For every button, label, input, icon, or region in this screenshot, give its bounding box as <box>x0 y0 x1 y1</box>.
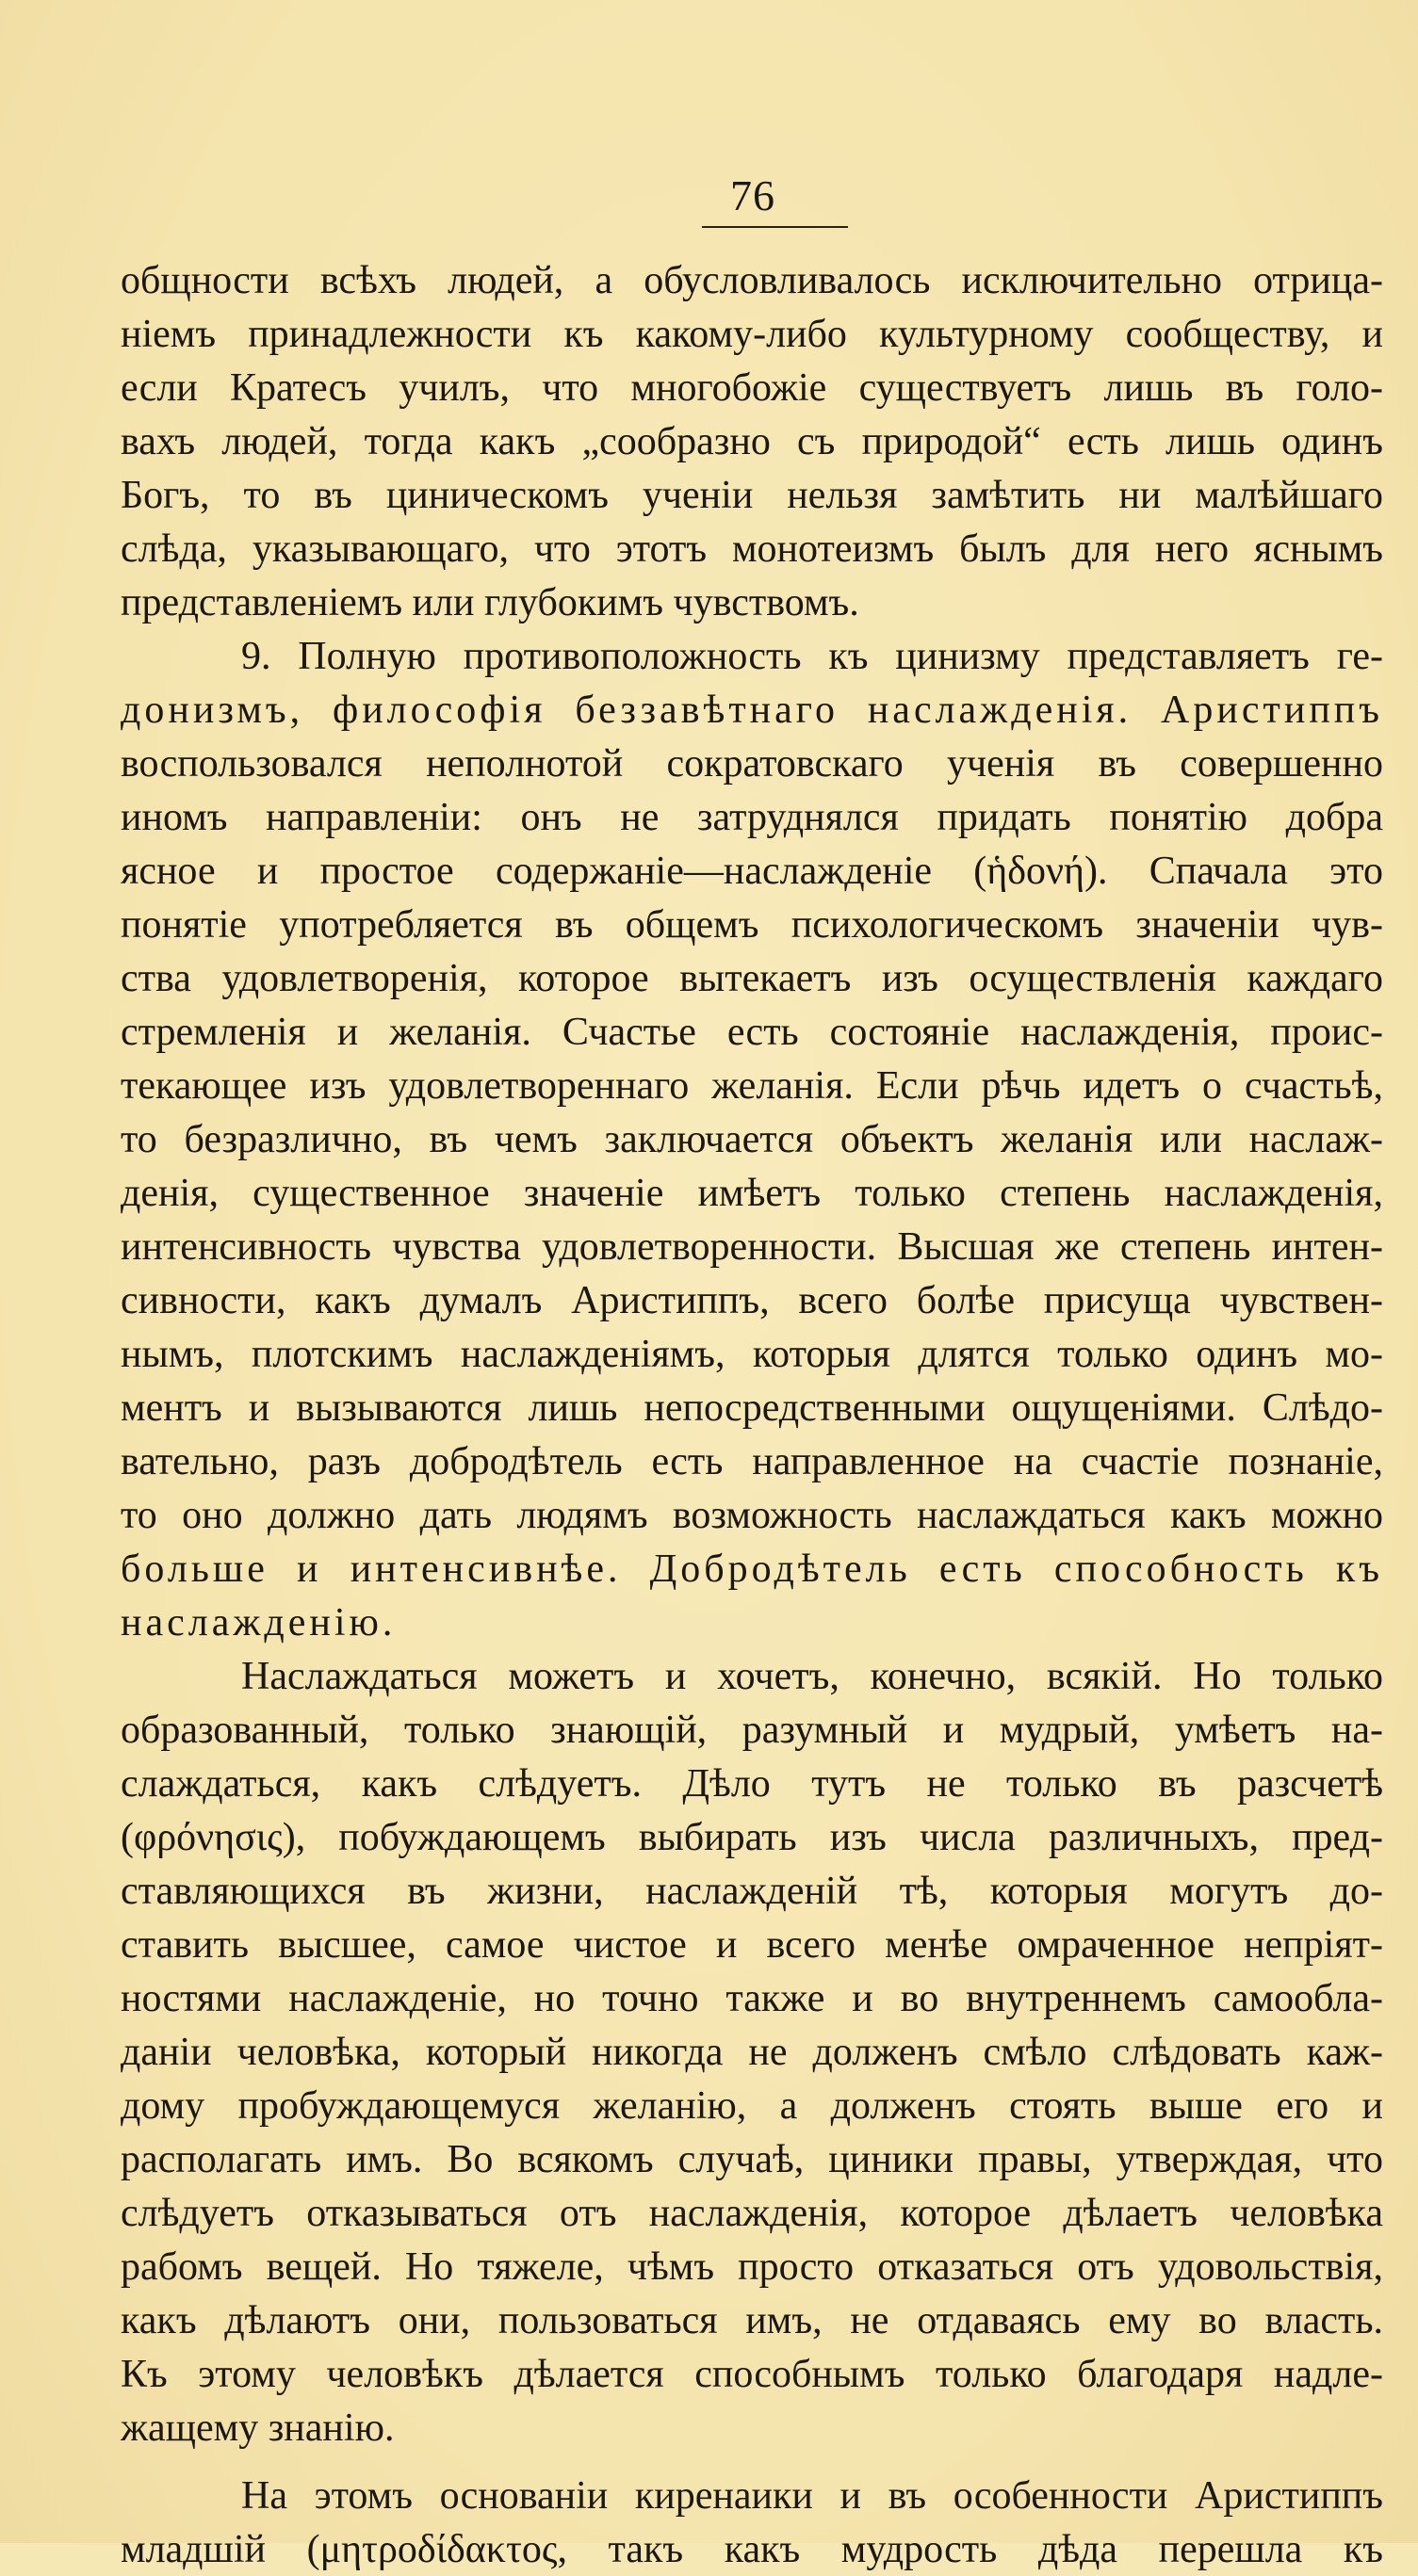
text-line: образованный, только знающій, разумный и мудрый, умѣетъ на- <box>121 1709 1383 1752</box>
page-number: 76 <box>730 171 775 219</box>
text-line: ніемъ принадлежности къ какому-либо культурному сообществу, и <box>121 313 1383 356</box>
text-line: сивности, какъ думалъ Аристиппъ, всего болѣе присуща чувствен- <box>121 1279 1383 1322</box>
text-line: ставить высшее, самое чистое и всего менѣе омраченное непріят- <box>121 1923 1383 1967</box>
text-line: наслажденію. <box>121 1601 397 1644</box>
text-line: текающее изъ удовлетвореннаго желанія. Если рѣчь идетъ о счастьѣ, <box>121 1064 1383 1108</box>
text-line: (φρόνησις), побуждающемъ выбирать изъ числа различныхъ, пред- <box>121 1816 1383 1859</box>
text-line: Къ этому человѣкъ дѣлается способнымъ только благодаря надле- <box>121 2353 1383 2396</box>
text-line: располагать имъ. Во всякомъ случаѣ, циники правы, утверждая, что <box>121 2138 1383 2181</box>
text-line: слѣда, указывающаго, что этотъ монотеизмъ былъ для него яснымъ <box>121 527 1383 571</box>
header-rule <box>702 226 848 228</box>
text-line: ства удовлетворенія, которое вытекаетъ изъ осуществленія каждаго <box>121 957 1383 1000</box>
text-line: нымъ, плотскимъ наслажденіямъ, которыя длятся только одинъ мо- <box>121 1333 1383 1376</box>
text-line: ментъ и вызываются лишь непосредственными ощущеніями. Слѣдо- <box>121 1386 1383 1430</box>
text-line: младшій (μητροδίδακτος, такъ какъ мудрость дѣда перешла къ <box>121 2528 1383 2571</box>
text-line: даніи человѣка, который никогда не долженъ смѣло слѣдовать каж- <box>121 2031 1383 2074</box>
text-line: больше и интенсивнѣе. Добродѣтель есть способность къ <box>121 1547 1383 1591</box>
text-line: то безразлично, въ чемъ заключается объектъ желанія или наслаж- <box>121 1118 1383 1161</box>
text-line: рабомъ вещей. Но тяжеле, чѣмъ просто отказаться отъ удовольствія, <box>121 2245 1383 2289</box>
text-line: Богъ, то въ циническомъ ученіи нельзя замѣтить ни малѣйшаго <box>121 474 1383 517</box>
text-line: ностями наслажденіе, но точно также и во внутреннемъ самообла- <box>121 1977 1383 2020</box>
text-line: дому пробуждающемуся желанію, а долженъ стоять выше его и <box>121 2084 1383 2128</box>
text-line: иномъ направленіи: онъ не затруднялся придать понятію добра <box>121 796 1383 839</box>
text-line: представленіемъ или глубокимъ чувствомъ. <box>121 581 859 624</box>
text-line: Наслаждаться можетъ и хочетъ, конечно, всякій. Но только <box>241 1655 1383 1698</box>
text-line: ставляющихся въ жизни, наслажденій тѣ, которыя могутъ до- <box>121 1870 1383 1913</box>
text-line: вательно, разъ добродѣтель есть направленное на счастіе познаніе, <box>121 1440 1383 1483</box>
text-line: то оно должно дать людямъ возможность наслаждаться какъ можно <box>121 1494 1383 1537</box>
text-line: 9. Полную противоположность къ цинизму представляетъ ге- <box>241 635 1383 678</box>
text-line: жащему знанію. <box>121 2406 395 2450</box>
text-line: воспользовался неполнотой сократовскаго ученія въ совершенно <box>121 742 1383 786</box>
text-line: если Кратесъ училъ, что многобожіе существуетъ лишь въ голо- <box>121 366 1383 410</box>
text-line: общности всѣхъ людей, а обусловливалось исключительно отрица- <box>121 259 1383 302</box>
text-line: слаждаться, какъ слѣдуетъ. Дѣло тутъ не только въ разсчетѣ <box>121 1762 1383 1806</box>
text-line: ясное и простое содержаніе—наслажденіе (ἡδονή). Спачала это <box>121 850 1383 893</box>
text-line: донизмъ, философія беззавѣтнаго наслажденія. Аристиппъ <box>121 689 1383 732</box>
text-line: стремленія и желанія. Счастье есть состояніе наслажденія, проис- <box>121 1011 1383 1054</box>
text-line: На этомъ основаніи киренаики и въ особенности Аристиппъ <box>241 2474 1383 2518</box>
text-line: слѣдуетъ отказываться отъ наслажденія, которое дѣлаетъ человѣка <box>121 2192 1383 2235</box>
text-line: какъ дѣлаютъ они, пользоваться имъ, не отдаваясь ему во власть. <box>121 2299 1383 2342</box>
text-line: понятіе употребляется въ общемъ психологическомъ значеніи чув- <box>121 903 1383 947</box>
text-line: вахъ людей, тогда какъ „сообразно съ природой“ есть лишь одинъ <box>121 420 1383 463</box>
text-line: денія, существенное значеніе имѣетъ только степень наслажденія, <box>121 1172 1383 1215</box>
text-line: интенсивность чувства удовлетворенности. Высшая же степень интен- <box>121 1225 1383 1269</box>
